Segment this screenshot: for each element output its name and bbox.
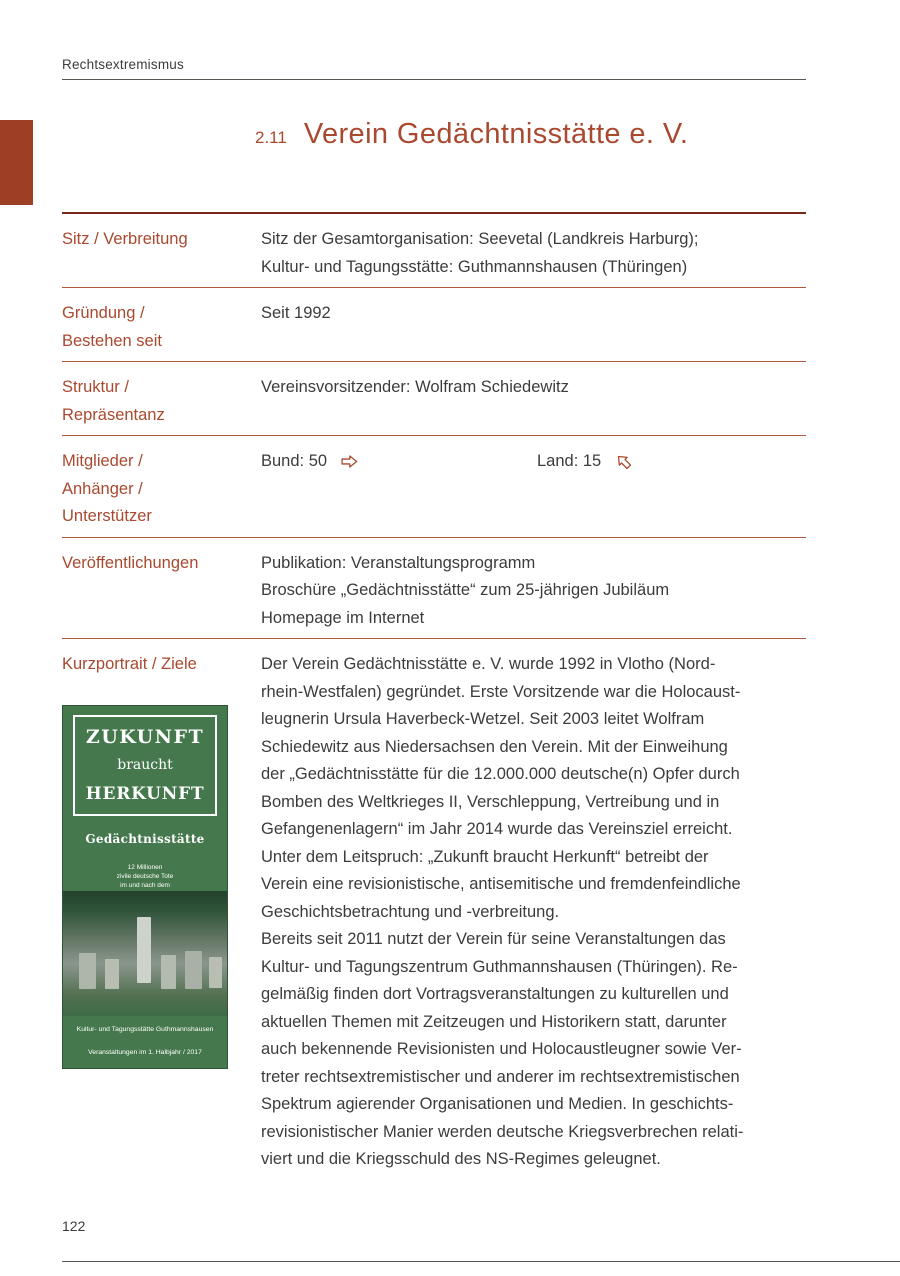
- row-content-line: Kultur- und Tagungszentrum Guthmannshausen (Thüringen). Re-: [261, 957, 738, 976]
- row-content: [261, 550, 806, 633]
- row-content-line: Bereits seit 2011 nutzt der Verein für seine Veranstaltungen das: [261, 930, 726, 948]
- row-content: [261, 300, 806, 355]
- book-cover-title-frame: [73, 715, 217, 817]
- row-content-line: revisionistischer Manier werden deutsche Kriegsverbrechen relati-: [261, 1122, 744, 1141]
- info-table: [62, 212, 806, 1180]
- row-label: [62, 226, 261, 281]
- row-label-line: Veröffentlichungen: [62, 553, 199, 572]
- trend-arrow-right-icon: [341, 453, 358, 470]
- running-header: [62, 57, 184, 72]
- book-cover-image: [62, 705, 228, 1069]
- book-cover-title-line: ZUKUNFT: [85, 725, 205, 748]
- section-tab: [0, 120, 33, 205]
- row-label-line: Anhänger /: [62, 479, 143, 498]
- row-content-line: Kultur- und Tagungsstätte: Guthmannshausen (Thüringen): [261, 257, 688, 276]
- memorial-photo: [63, 891, 227, 1016]
- table-row: [62, 537, 806, 639]
- row-label: [62, 374, 261, 429]
- row-content-line: Gefangenenlagern“ im Jahr 2014 wurde das Vereinsziel erreicht.: [261, 820, 733, 838]
- chapter-title: [255, 118, 688, 151]
- membership-stat-text: Bund: 50: [261, 452, 328, 470]
- book-cover-caption-line: 12 Millionen: [127, 863, 163, 871]
- book-cover-footer-line: Kultur- und Tagungsstätte Guthmannshausen: [76, 1025, 214, 1033]
- book-cover-caption-line: zivile deutsche Tote: [116, 872, 174, 880]
- row-content: [261, 374, 806, 429]
- row-content-line: Geschichtsbetrachtung und -verbreitung.: [261, 902, 560, 921]
- page-title: Verein Gedächtnisstätte e. V.: [303, 118, 689, 150]
- row-content-line: Schiedewitz aus Niedersachsen den Verein. Mit der Einweihung: [261, 737, 728, 756]
- book-cover-title-line: braucht: [117, 757, 173, 773]
- row-content: [261, 226, 806, 281]
- row-content-line: Bomben des Weltkrieges II, Verschleppung, Vertreibung und in: [261, 792, 720, 811]
- row-content-line: viert und die Kriegsschuld des NS-Regimes geleugnet.: [261, 1150, 661, 1168]
- row-label-line: Struktur /: [62, 378, 129, 396]
- page-number: 122: [62, 1218, 86, 1234]
- membership-stat-text: Land: 15: [537, 452, 602, 470]
- row-label: [62, 448, 261, 531]
- row-content-line: der „Gedächtnisstätte für die 12.000.000 deutsche(n) Opfer durch: [261, 765, 740, 783]
- row-content-line: auch bekennende Revisionisten und Holocaustleugner sowie Ver-: [261, 1040, 742, 1058]
- membership-stat: [261, 448, 537, 476]
- memorial-stone: [209, 957, 222, 988]
- row-content-line: Unter dem Leitspruch: „Zukunft braucht Herkunft“ betreibt der: [261, 847, 709, 866]
- table-row: [62, 435, 806, 537]
- row-label-line: Bestehen seit: [62, 331, 162, 350]
- row-label-line: Sitz / Verbreitung: [62, 230, 188, 248]
- row-content-line: rhein-Westfalen) gegründet. Erste Vorsitzende war die Holocaust-: [261, 682, 741, 701]
- row-label-line: Mitglieder /: [62, 452, 143, 470]
- row-content-line: Publikation: Veranstaltungsprogramm: [261, 553, 536, 572]
- row-content-line: leugnerin Ursula Haverbeck-Wetzel. Seit 2003 leitet Wolfram: [261, 710, 705, 728]
- row-content-line: treter rechtsextremistischer und anderer im rechtsextremistischen: [261, 1067, 740, 1086]
- trend-arrow-up-left-icon: [615, 453, 632, 470]
- memorial-stone: [161, 955, 176, 989]
- book-cover-title-line: HERKUNFT: [85, 783, 205, 804]
- running-header-label: Rechtsextremismus: [62, 57, 184, 72]
- row-content-line: aktuellen Themen mit Zeitzeugen und Historikern statt, darunter: [261, 1012, 727, 1031]
- memorial-stone: [79, 953, 96, 989]
- book-cover-subtitle: Gedächtnisstätte: [85, 832, 205, 846]
- memorial-stone: [185, 951, 202, 989]
- membership-stat: [537, 448, 632, 476]
- row-label-line: Unterstützer: [62, 507, 152, 525]
- table-row: [62, 638, 806, 1180]
- book-cover-footer: [63, 1016, 227, 1068]
- row-content-line: Spektrum agierender Organisationen und Medien. In geschichts-: [261, 1095, 734, 1113]
- row-label: [62, 550, 261, 633]
- footer-rule: [62, 1261, 900, 1262]
- table-row: [62, 287, 806, 361]
- memorial-stone: [137, 917, 151, 983]
- row-label: [62, 300, 261, 355]
- row-content-line: Sitz der Gesamtorganisation: Seevetal (Landkreis Harburg);: [261, 230, 699, 248]
- row-content-line: gelmäßig finden dort Vortragsveranstaltungen zu kulturellen und: [261, 985, 729, 1003]
- section-number: 2.11: [255, 128, 287, 147]
- row-content-line: Der Verein Gedächtnisstätte e. V. wurde 1992 in Vlotho (Nord-: [261, 655, 716, 673]
- header-rule: [62, 79, 806, 80]
- row-content-line: Broschüre „Gedächtnisstätte“ zum 25-jährigen Jubiläum: [261, 581, 670, 599]
- row-content-line: Vereinsvorsitzender: Wolfram Schiedewitz: [261, 378, 569, 396]
- row-label-line: Kurzportrait / Ziele: [62, 655, 197, 673]
- row-label-line: Gründung /: [62, 304, 145, 322]
- row-label: [62, 651, 261, 1174]
- book-cover-footer-line: Veranstaltungen im 1. Halbjahr / 2017: [88, 1048, 202, 1056]
- row-content-line: Verein eine revisionistische, antisemitische und fremdenfeindliche: [261, 875, 741, 893]
- memorial-stone: [105, 959, 119, 989]
- table-row: [62, 361, 806, 435]
- table-row: [62, 212, 806, 287]
- row-content-line: Homepage im Internet: [261, 608, 425, 627]
- row-content: [261, 448, 806, 531]
- row-content: [261, 651, 806, 1174]
- row-content-line: Seit 1992: [261, 304, 331, 322]
- book-cover-caption-line: im und nach dem: [120, 881, 170, 889]
- row-label-line: Repräsentanz: [62, 405, 165, 424]
